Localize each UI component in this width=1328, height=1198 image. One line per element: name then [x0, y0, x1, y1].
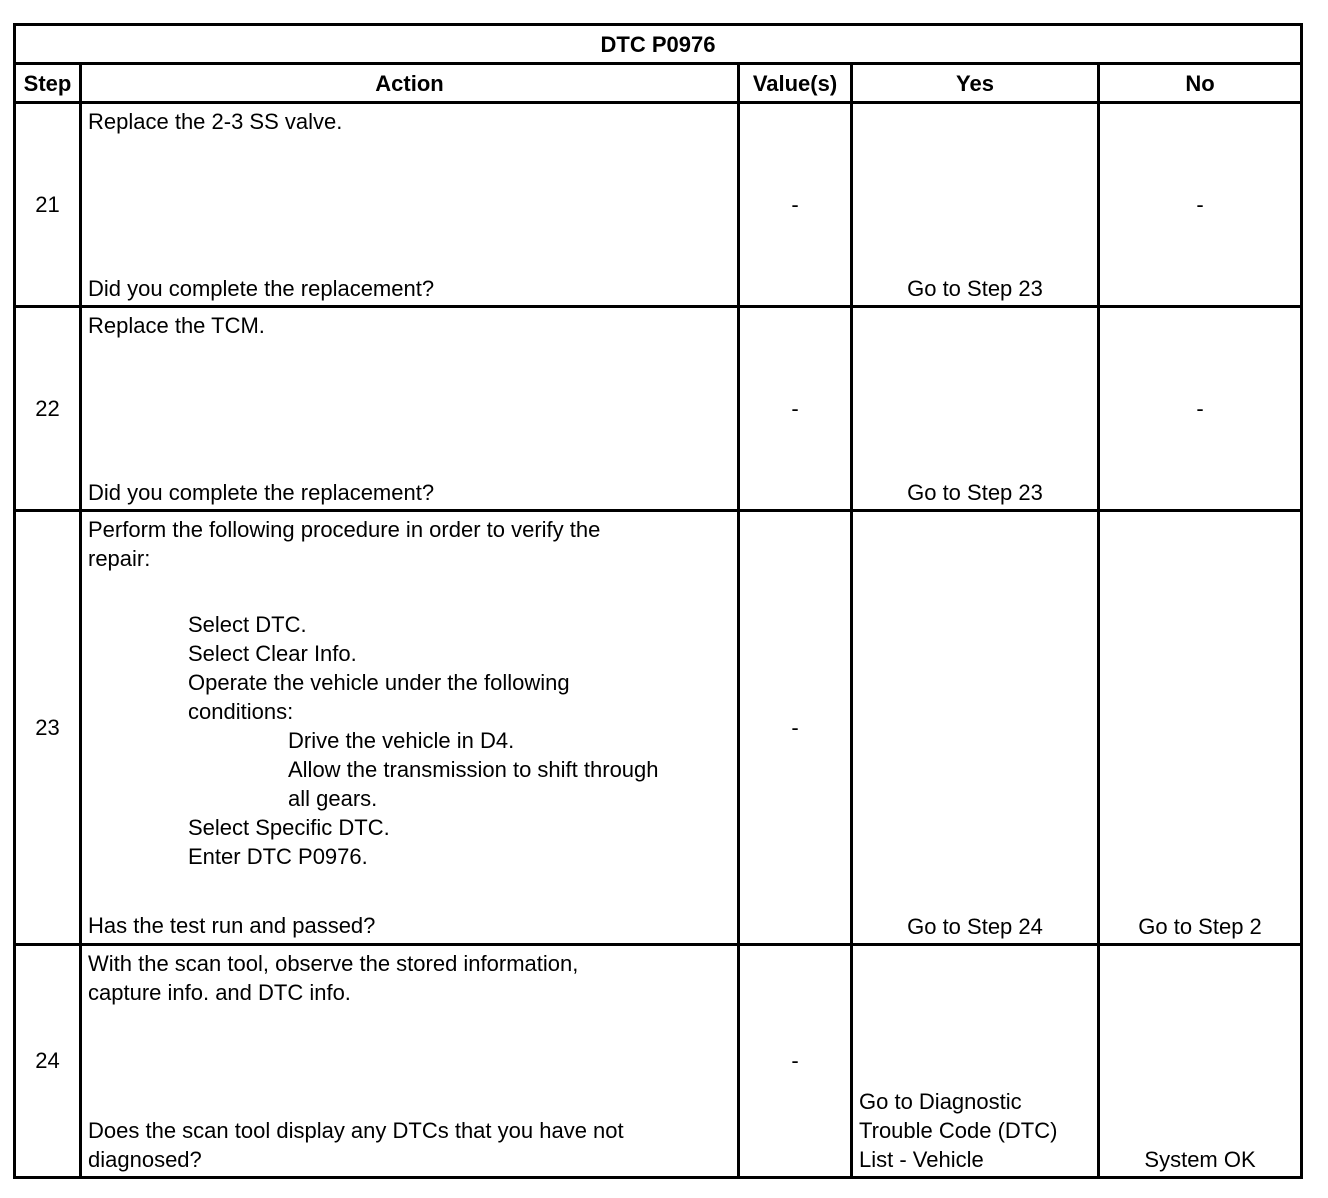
- action-text: repair:: [88, 546, 151, 572]
- step-number: 23: [15, 511, 81, 944]
- procedure-step: Select DTC.: [188, 612, 307, 638]
- action-text: With the scan tool, observe the stored information,: [88, 950, 579, 976]
- procedure-condition: Allow the transmission to shift through: [288, 757, 659, 783]
- action-text: Perform the following procedure in order to verify the: [88, 517, 601, 543]
- yes-text: Trouble Code (DTC): [859, 1118, 1058, 1143]
- procedure-condition: all gears.: [288, 786, 378, 812]
- action-question: Did you complete the replacement?: [88, 276, 435, 301]
- header-step: Step: [15, 64, 81, 103]
- yes-text: List - Vehicle: [859, 1147, 984, 1172]
- yes-cell: Go to Step 23: [852, 103, 1099, 307]
- table-row: [15, 307, 1302, 511]
- no-cell: Go to Step 2: [1099, 511, 1302, 944]
- yes-cell: Go to Step 24: [852, 511, 1099, 944]
- table-title: DTC P0976: [15, 25, 1302, 64]
- procedure-step: conditions:: [188, 699, 294, 725]
- no-cell: -: [1099, 307, 1302, 511]
- table-row: [15, 103, 1302, 307]
- procedure-condition: Drive the vehicle in D4.: [288, 728, 515, 754]
- procedure-step: Select Clear Info.: [188, 641, 357, 667]
- action-question: Has the test run and passed?: [88, 913, 376, 939]
- dtc-table: [13, 23, 1303, 1179]
- action-question: diagnosed?: [88, 1146, 202, 1172]
- action-text: Replace the 2-3 SS valve.: [88, 109, 343, 134]
- value-cell: -: [739, 103, 852, 307]
- action-question: Does the scan tool display any DTCs that you have not: [88, 1117, 624, 1143]
- yes-text: Go to Diagnostic: [859, 1089, 1022, 1114]
- no-cell: System OK: [1099, 944, 1302, 1177]
- action-cell: [81, 944, 739, 1177]
- header-no: No: [1099, 64, 1302, 103]
- no-cell: -: [1099, 103, 1302, 307]
- header-action: Action: [81, 64, 739, 103]
- header-values: Value(s): [739, 64, 852, 103]
- action-cell: [81, 511, 739, 944]
- value-cell: -: [739, 307, 852, 511]
- step-number: 24: [15, 944, 81, 1177]
- header-yes: Yes: [852, 64, 1099, 103]
- procedure-step: Select Specific DTC.: [188, 815, 390, 841]
- yes-cell: Go to Step 23: [852, 307, 1099, 511]
- action-text: capture info. and DTC info.: [88, 979, 351, 1005]
- procedure-step: Operate the vehicle under the following: [188, 670, 570, 696]
- yes-cell: [852, 944, 1099, 1177]
- step-number: 21: [15, 103, 81, 307]
- header-row: [15, 64, 1302, 103]
- value-cell: -: [739, 511, 852, 944]
- action-cell: [81, 307, 739, 511]
- value-cell: -: [739, 944, 852, 1177]
- action-question: Did you complete the replacement?: [88, 480, 435, 506]
- table-row: [15, 511, 1302, 944]
- step-number: 22: [15, 307, 81, 511]
- procedure-step: Enter DTC P0976.: [188, 844, 368, 870]
- table-row: [15, 944, 1302, 1177]
- action-text: Replace the TCM.: [88, 313, 265, 339]
- action-cell: [81, 103, 739, 307]
